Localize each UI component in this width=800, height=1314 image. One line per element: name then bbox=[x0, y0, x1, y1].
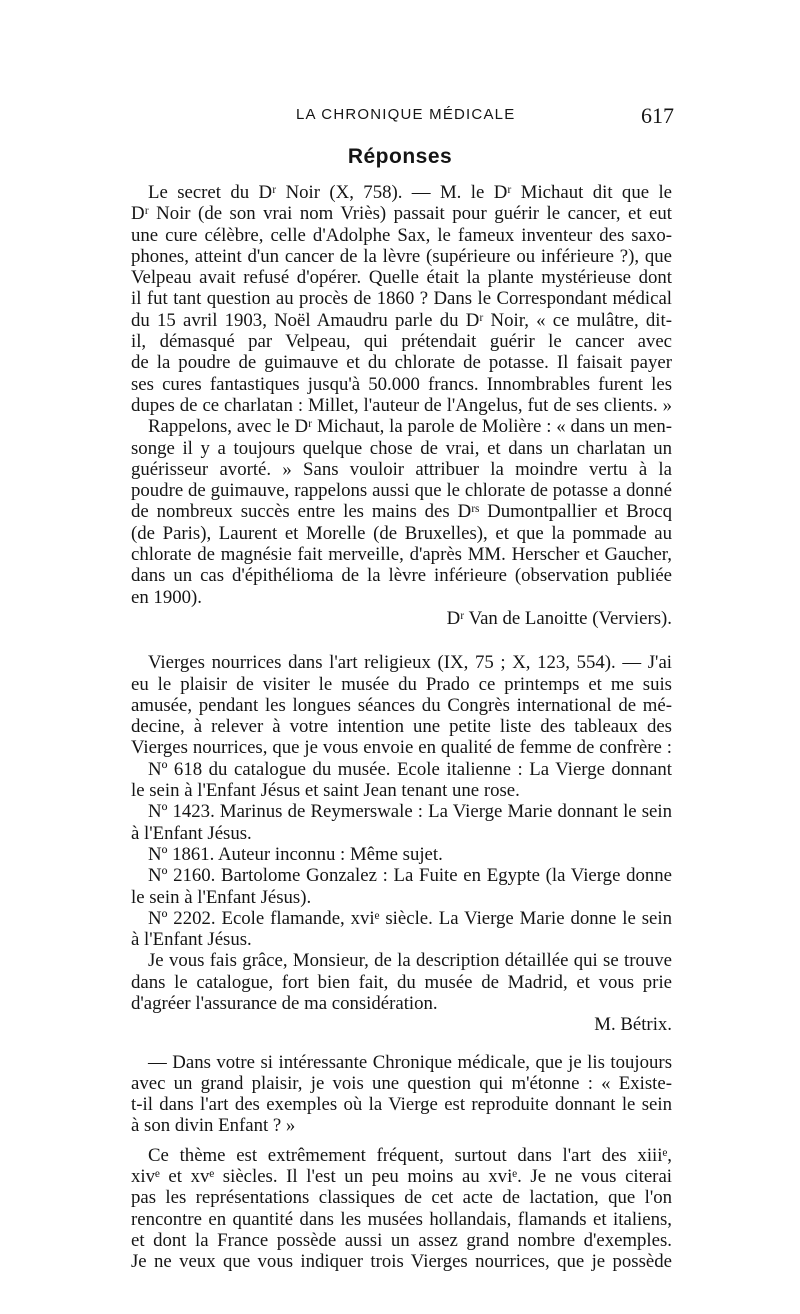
text-line: Dʳ Noir (de son vrai nom Vriès) passait pour guérir le cancer, et eut bbox=[131, 203, 672, 225]
list-item: Nº 1861. Auteur inconnu : Même sujet. bbox=[148, 843, 443, 865]
section-title: Réponses bbox=[347, 145, 453, 168]
list-item: Nº 618 du catalogue du musée. Ecole italienne : La Vierge donnant bbox=[148, 758, 672, 780]
text-line: ses cures fantastiques jusqu'à 50.000 francs. Innombrables furent les bbox=[131, 373, 672, 395]
list-item: Nº 2202. Ecole flamande, xviᵉ siècle. La Vierge Marie donne le sein bbox=[148, 907, 672, 929]
text-line: d'agréer l'assurance de ma considération. bbox=[131, 992, 438, 1014]
text-line: Rappelons, avec le Dʳ Michaut, la parole de Molière : « dans un men- bbox=[148, 416, 672, 438]
text-line: t-il dans l'art des exemples où la Vierge est reproduite donnant le sein bbox=[131, 1094, 672, 1116]
entry-reply-letter bbox=[131, 1052, 672, 1273]
text-line: rencontre en quantité dans les musées hollandais, flamands et italiens, bbox=[131, 1208, 672, 1230]
text-line: dans le catalogue, fort bien fait, du musée de Madrid, et vous prie bbox=[131, 971, 672, 993]
text-line: amusée, pendant les longues séances du Congrès international de mé- bbox=[131, 694, 672, 716]
text-line: Je vous fais grâce, Monsieur, de la description détaillée qui se trouve bbox=[148, 950, 672, 972]
text-line: en 1900). bbox=[131, 586, 202, 608]
signature: Dʳ Van de Lanoitte (Verviers). bbox=[446, 607, 672, 629]
entry-vierges-nourrices bbox=[131, 652, 672, 1035]
text-line: decine, à relever à votre intention une petite liste des tableaux des bbox=[131, 716, 672, 738]
text-line: et dont la France possède aussi un assez grand nombre d'exemples. bbox=[131, 1229, 672, 1251]
text-line: Je ne veux que vous indiquer trois Vierges nourrices, que je possède bbox=[131, 1251, 672, 1273]
text-line: phones, atteint d'un cancer de la lèvre (supérieure ou inférieure ?), que bbox=[131, 245, 672, 267]
text-line: avec un grand plaisir, je vois une question qui m'étonne : « Existe- bbox=[131, 1072, 672, 1094]
text-line: le sein à l'Enfant Jésus). bbox=[131, 886, 312, 908]
text-line: de nombreux succès entre les mains des Dʳˢ Dumontpallier et Brocq bbox=[131, 501, 672, 523]
text-line: Velpeau avait refusé d'opérer. Quelle était la plante mystérieuse dont bbox=[131, 267, 672, 289]
running-title: LA CHRONIQUE MÉDICALE bbox=[296, 106, 516, 123]
text-line: à l'Enfant Jésus. bbox=[131, 929, 252, 951]
list-item: Nº 2160. Bartolome Gonzalez : La Fuite en Egypte (la Vierge donne bbox=[148, 865, 672, 887]
text-line: dans un cas d'épithélioma de la lèvre inférieure (observation publiée bbox=[131, 565, 672, 587]
text-line: poudre de guimauve, rappelons aussi que le chlorate de potasse a donné bbox=[131, 480, 672, 502]
text-line: le sein à l'Enfant Jésus et saint Jean tenant une rose. bbox=[131, 780, 520, 802]
text-line: eu le plaisir de visiter le musée du Prado ce printemps et me suis bbox=[131, 673, 672, 695]
text-line: songe il y a toujours quelque chose de vrai, et dans un charlatan un bbox=[131, 437, 672, 459]
text-line: il fut tant question au procès de 1860 ? Dans le Correspondant médical bbox=[131, 288, 672, 310]
text-line: — Dans votre si intéressante Chronique médicale, que je lis toujours bbox=[148, 1051, 672, 1073]
text-line: pas les représentations classiques de cet acte de lactation, que l'on bbox=[131, 1187, 672, 1209]
text-line: Vierges nourrices, que je vous envoie en qualité de femme de confrère : bbox=[131, 737, 672, 759]
text-line: il, démasqué par Velpeau, qui prétendait guérir le cancer avec bbox=[131, 331, 672, 353]
entry-secret-du-dr-noir bbox=[131, 182, 672, 629]
page-number: 617 bbox=[641, 103, 674, 128]
text-line: de la poudre de guimauve et du chlorate de potasse. Il faisait payer bbox=[131, 352, 672, 374]
text-line: du 15 avril 1903, Noël Amaudru parle du Dʳ Noir, « ce mulâtre, dit- bbox=[131, 309, 672, 331]
text-line: xivᵉ et xvᵉ siècles. Il l'est un peu moins au xviᵉ. Je ne vous citerai bbox=[131, 1166, 672, 1188]
text-line: dupes de ce charlatan : Millet, l'auteur de l'Angelus, fut de ses clients. » bbox=[131, 394, 672, 416]
text-line: à l'Enfant Jésus. bbox=[131, 822, 252, 844]
text-line: Ce thème est extrêmement fréquent, surtout dans l'art des xiiiᵉ, bbox=[148, 1144, 672, 1166]
text-line: chlorate de magnésie fait merveille, d'après MM. Herscher et Gaucher, bbox=[131, 544, 672, 566]
list-item: Nº 1423. Marinus de Reymerswale : La Vierge Marie donnant le sein bbox=[148, 801, 672, 823]
text-line: guérisseur avorté. » Sans vouloir attribuer la moindre vertu à la bbox=[131, 458, 672, 480]
signature: M. Bétrix. bbox=[594, 1014, 672, 1036]
text-line: à son divin Enfant ? » bbox=[131, 1115, 296, 1137]
text-line: une cure célèbre, celle d'Adolphe Sax, le fameux inventeur des saxo- bbox=[131, 224, 672, 246]
text-line: Vierges nourrices dans l'art religieux (IX, 75 ; X, 123, 554). — J'ai bbox=[148, 652, 672, 674]
text-line: (de Paris), Laurent et Morelle (de Bruxelles), et que la pommade au bbox=[131, 522, 672, 544]
text-line: Le secret du Dʳ Noir (X, 758). — M. le Dʳ Michaut dit que le bbox=[148, 182, 672, 203]
body-text bbox=[131, 182, 672, 1273]
